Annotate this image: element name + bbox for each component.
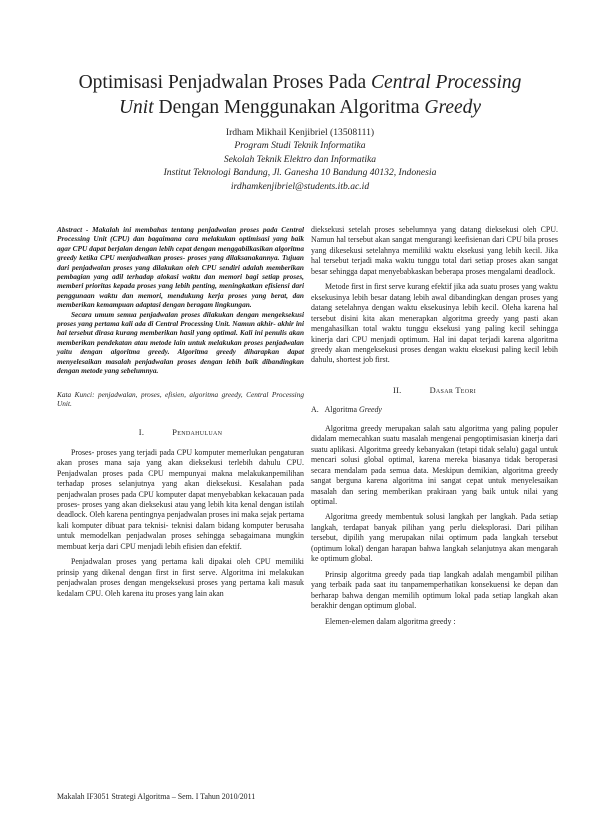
author-program: Program Studi Teknik Informatika bbox=[234, 140, 366, 152]
subsection-title: Algoritma bbox=[324, 405, 359, 415]
body-paragraph: Elemen-elemen dalam algoritma greedy : bbox=[325, 616, 456, 626]
author-email: irdhamkenjibriel@students.itb.ac.id bbox=[230, 180, 370, 192]
author-school: Sekolah Teknik Elektro dan Informatika bbox=[223, 153, 377, 165]
section-heading bbox=[311, 386, 558, 396]
body-paragraph: Proses- proses yang terjadi pada CPU komputer memerlukan pengaturan akan proses mana saja yang akan dieksekusi terlebih dahulu CPU. Penjadwalan proses pada CPU mempunyai makna melakukanpemilihan terhadap proses selanjutnya yang akan dieksekusi. Kesalahan pada penjadwalan proses pada CPU komputer dapat menyebabkan kekacauan pada proses- proses yang akan dieksekusi atau yang lebih kita kenal dengan istilah deadlock. Oleh karena pentingnya penjadwalan proses ini maka sejak pertama kali komputer dibuat para teknisi- teknisi dalam bidang komputer berusaha untuk memodelkan penjadwalan proses sehingga sebagaimana mungkin membuat kerja dari CPU menjadi lebih efisien dan efektif. bbox=[57, 447, 304, 551]
body-paragraph: Prinsip algoritma greedy pada tiap langkah adalah mengambil pilihan yang terbaik pada saat itu tanpamemperhatikan konsekuensi ke depan dan berharap bahwa dengan memilih optimum lokal pada setiap langkah akan berakhir dengan optimum global. bbox=[311, 569, 558, 611]
body-paragraph: Algoritma greedy merupakan salah satu algoritma yang paling populer didalam memecahkan suatu masalah mengenai pengoptimisasian kinerja dari suatu aplikasi. Algoritma greedy kebanyakan (tetapi tidak selalu) gagal untuk mencari solusi global optimal, karena mereka biasanya tidak beroperasi secara mendalam pada semua data. Meskipun demikian, algoritma greedy sangat berguna karena algoritma ini sangat cepat untuk menyelesaikan masalah dan sering memberikan prakiraan yang baik untuk nilai yang optimal. bbox=[311, 423, 558, 506]
subsection-heading bbox=[311, 405, 558, 415]
body-paragraph: Penjadwalan proses yang pertama kali dipakai oleh CPU memiliki prinsip yang dikenal dengan first in first serve. Algoritma ini melakukan penjadwalan proses dengan mengeksekusi proses yang pertama kali masuk kedalam CPU. Oleh karena itu proses yang lain akan bbox=[57, 557, 304, 598]
title-text: Dengan Menggunakan Algoritma bbox=[153, 97, 425, 118]
title-italic-text: Central Processing bbox=[371, 72, 522, 93]
right-column bbox=[311, 225, 558, 632]
section-number: II. bbox=[393, 385, 402, 395]
keywords: Kata Kunci: penjadwalan, proses, efisien, algoritma greedy, Central Processing Unit. bbox=[57, 389, 304, 408]
section-title: Pendahuluan bbox=[172, 428, 223, 438]
section-heading bbox=[57, 428, 304, 438]
body-paragraph: Algoritma greedy membentuk solusi langkah per langkah. Pada setiap langkah, terdapat banyak pilihan yang perlu dieksplorasi. Dari pilihan tersebut, dipilih yang merupakan nilai optimum pada langkah tersebut (optimum lokal) dengan harapan bahwa langkah selanjutnya akan mengarah ke optimum global. bbox=[311, 512, 558, 564]
section-number: I. bbox=[138, 428, 145, 438]
paper-title bbox=[40, 70, 560, 120]
left-column bbox=[57, 225, 304, 604]
title-text: Optimisasi Penjadwalan Proses Pada bbox=[78, 72, 372, 93]
abstract-paragraph: Secara umum semua penjadwalan proses dilakukan dengan mengeksekusi proses yang pertama kali ada di Central Processing Unit. Namun akhir- akhir ini hal tersebut dirasa kurang memberikan hasil yang optimal. Kali ini penulis akan memberikan pendekatan atau metode lain untuk melakukan proses penjadwalan yaitu dengan algoritma greedy. Algoritma greedy diharapkan dapat menyelesaikan masalah penjadwalan proses dengan lebih baik dibandingkan dengan metode yang sebelumnya. bbox=[57, 309, 304, 376]
page-footer: Makalah IF3051 Strategi Algoritma – Sem. I Tahun 2010/2011 bbox=[57, 792, 256, 801]
title-italic-text: Greedy bbox=[424, 97, 482, 118]
body-paragraph: Metode first in first serve kurang efektif jika ada suatu proses yang waktu eksekusinya lebih besar datang lebih awal dibandingkan dengan proses yang datang setelahnya dengan waktu eksekusinya lebih kecil. Oleha karena hal tersebut disini kita akan menerapkan algoritma greedy yang pasti akan mengahasilkan total waktu tunggu eksekusi yang paling kecil sehingga kinerja dari CPU menjadi optimum. Hal ini dapat terjadi karena algoritma greedy akan mengeksekusi proses dengan waktu eksekusi paling kecil lebih dahulu, shortest job first. bbox=[311, 282, 558, 365]
author-name: Irdham Mikhail Kenjibriel (13508111) bbox=[225, 127, 375, 138]
title-italic-text: Unit bbox=[118, 97, 154, 118]
subsection-title-italic: Greedy bbox=[359, 405, 382, 415]
author-institute: Institut Teknologi Bandung, Jl. Ganesha 10 Bandung 40132, Indonesia bbox=[163, 167, 437, 179]
section-title: Dasar Teori bbox=[429, 385, 476, 395]
subsection-number: A. bbox=[311, 405, 319, 415]
body-paragraph: dieksekusi setelah proses sebelumnya yang datang dieksekusi oleh CPU. Namun hal tersebut akan sangat mengurangi keefisienan dari CPU bila proses yang dikesekusi setelahnya memiliki waktu eksekusi yang lebih kecil. Jika hal tersebut terjadi maka waktu tunggu total dari setiap proses akan sangat besar sehingga dapat menyebabkaskan beberapa proses mengalami deadlock. bbox=[311, 225, 558, 276]
author-block bbox=[40, 126, 560, 193]
abstract-paragraph: Abstract - Makalah ini membahas tentang penjadwalan proses pada Central Processing Unit (CPU) dan bagaimana cara melakukan optimisasi yang baik agar CPU dapat berjalan dengan lebih cepat dengan menggabilkasikan algoritma greedy ketika CPU menjadwalkan proses- proses yang dilaksanakannya. Tujuan dari penjadwalan proses yang dilakukan oleh CPU sendiri adalah memberikan pembagian yang adil terhadap alokasi waktu dan memori bagi setiap proses, memberi prioritas kepada proses yang lebih penting, meningkatkan efisiensi dari penggunaan waktu dan memori, mendukung kerja proses yang berat, dan memberikan kemampuan adaptasi dengan beragam lingkungan. bbox=[57, 225, 304, 310]
